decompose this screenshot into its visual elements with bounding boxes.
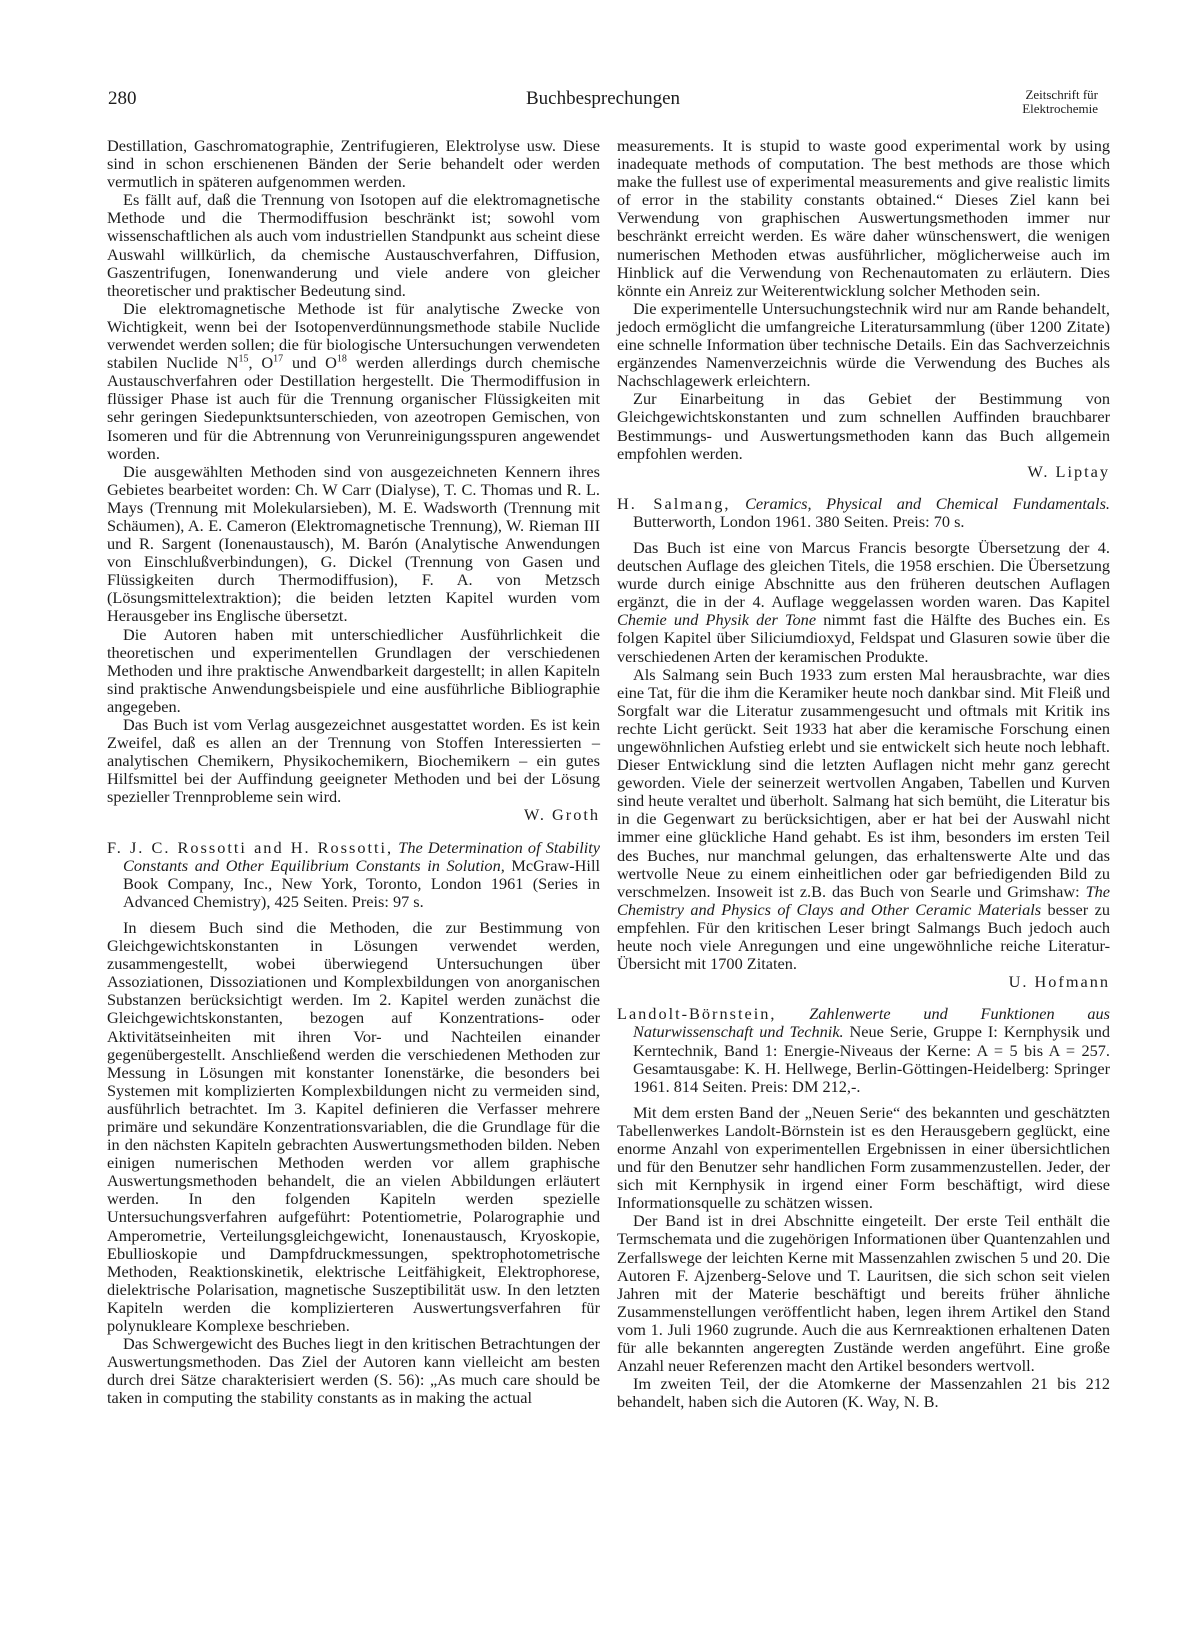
paragraph: Die ausgewählten Methoden sind von ausgezeichneten Kennern ihres Gebietes bearbeitet worden: Ch. W Carr (Dialyse), T. C. Thomas und R. L. Mays (Trennung mit Molekularsieben), M. E. Wadsworth (Trennung mit Schäumen), A. E. Cameron (Elektromagnetische Trennung), W. Rieman III und R. Sargent (Ionenaustausch), M. Barón (Analytische Anwendungen von Einschlußverbindungen), G. Dickel (Trennung von Gasen und Flüssigkeiten durch Thermodiffusion), F. A. von Metzsch (Lösungsmittelextraktion); die beiden letzten Kapitel wurden vom Herausgeber ins Englische übersetzt.	[107, 461, 600, 626]
paragraph: Das Schwergewicht des Buches liegt in den kritischen Betrachtungen der Auswertungsmethoden. Das Ziel der Autoren kann vielleicht am besten durch drei Sätze charakterisiert werden (S. 56): „As much care should be taken in computing the stability constants as in making the actual	[107, 1334, 600, 1408]
paragraph: Die Autoren haben mit unterschiedlicher Ausführlichkeit die theoretischen und experimentellen Grundlagen der verschiedenen Methoden und ihre praktische Anwendbarkeit dargestellt; in allen Kapiteln sind praktische Anwendungsbeispiele und eine ausführliche Bibliographie angegeben.	[107, 624, 600, 716]
superscript: 18	[336, 353, 347, 365]
book-publisher: Neue Serie, Gruppe I: Kernphysik und Kerntechnik, Band 1: Energie-Niveaus der Kerne: A = 5 bis A = 257. Gesamtausgabe: K. H. Hellwege, Berlin-Göttingen-Heidelberg: Springer 1961. 814 Seiten. Preis: DM 212,-.	[633, 1022, 1110, 1096]
book-citation	[617, 1005, 1110, 1095]
review-rossotti	[107, 839, 600, 1408]
text: besser zu empfehlen. Für den kritischen Leser bringt Salmangs Buch jedoch auch heute noch viele Anregungen und eine ungewöhnliche reiche Literatur-Übersicht mit 1700 Zitaten.	[617, 899, 1111, 974]
reviewer-signature: W. Groth	[524, 805, 600, 825]
left-column	[107, 137, 600, 1407]
paragraph: Der Band ist in drei Abschnitte eingeteilt. Der erste Teil enthält die Termschemata und die zugehörigen Informationen über Quantenzahlen und Zerfallswege der leichten Kerne mit Massenzahlen zwischen 5 und 20. Die Autoren F. Ajzenberg-Selove und T. Lauritsen, die sich schon seit vielen Jahren mit der Materie beschäftigt und bereits früher ähnliche Zusammenstellungen veröffentlicht haben, legen ihrem Artikel den Stand vom 1. Juli 1960 zugrunde. Auch die aus Kernreaktionen erhaltenen Daten für alle bekannten angeregten Zustände werden angeführt. Eine große Anzahl neuer Referenzen macht den Artikel besonders wertvoll.	[617, 1211, 1110, 1376]
reviewer-signature: W. Liptay	[1027, 461, 1110, 481]
paragraph	[107, 300, 600, 463]
journal-name-line2: Elektrochemie	[1022, 101, 1098, 116]
journal-name-line1: Zeitschrift für	[1025, 87, 1098, 102]
italic-text: Chemie und Physik der Tone	[617, 610, 817, 630]
paragraph: Mit dem ersten Band der „Neuen Serie“ des bekannten und geschätzten Tabellenwerkes Landolt-Börnstein ist es den Herausgebern geglückt, eine enorme Anzahl von experimentellen Ergebnissen in einer übersichtlichen und für den Benutzer sehr handlichen Form zusammenzustellen. Jeder, der sich mit Kernphysik in irgend einer Form beschäftigt, wird diese Informationsquelle zu schätzen wissen.	[617, 1102, 1110, 1213]
paragraph: In diesem Buch sind die Methoden, die zur Bestimmung von Gleichgewichtskonstanten in Lösungen verwendet werden, zusammengestellt, wobei überwiegend Untersuchungen über Assoziationen, Dissoziationen und Komplexbildungen von anorganischen Substanzen berücksichtigt werden. Im 2. Kapitel werden zunächst die Gleichgewichtskonstanten, bezogen auf Konzentrations- oder Aktivitätseinheiten mit ihren Vor- und Nachteilen einander gegenübergestellt. Anschließend werden die verschiedenen Methoden zur Messung in Lösungen mit konstanter Ionenstärke, die besonders bei Systemen mit komplizierten Komplexbildungen nicht zu vermeiden sind, ausführlich betrachtet. Im 3. Kapitel definieren die Verfasser mehrere primäre und sekundäre Konzentrationsvariablen, die die Grundlage für die in den nächsten Kapiteln gebrachten Auswertungsmethoden bilden. Neben einigen numerischen Methoden werden vor allem graphische Auswertungsmethoden behandelt, die an vielen Abbildungen erläutert werden. In den folgenden Kapiteln werden spezielle Untersuchungsverfahren aufgeführt: Potentiometrie, Polarographie und Amperometrie, Verteilungsgleichgewicht, Ionenaustausch, Kryoskopie, Ebullioskopie und Dampfdruckmessungen, spektrophotometrische Methoden, Reaktionskinetik, elektrische Leitfähigkeit, Elektrophorese, dielektrische Polarisation, magnetische Suszeptibilität usw. In den letzten Kapiteln werden die komplizierteren Auswertungsverfahren für polynukleare Komplexe beschrieben.	[107, 917, 600, 1335]
superscript: 17	[273, 353, 284, 365]
text: werden allerdings durch chemische Austauschverfahren oder Destillation hergestellt. Die Thermodiffusion in flüssiger Phase ist auch für die Trennung organischer Flüssigkeiten mit sehr geringen Siedepunktsunterschieden, von azeotropen Gemischen, von Isomeren und für die Abtrennung von Verunreinigungsspuren angewendet worden.	[107, 353, 600, 463]
paragraph	[617, 539, 1110, 666]
paragraph: Destillation, Gaschromatographie, Zentrifugieren, Elektrolyse usw. Diese sind in schon erschienenen Bänden der Serie behandelt oder werden vermutlich in späteren aufgenommen werden.	[107, 136, 600, 192]
text: , O	[248, 353, 274, 373]
journal-name	[1022, 88, 1098, 116]
book-title: Zahlenwerte und Funktionen aus Naturwissenschaft und Technik.	[633, 1004, 1111, 1042]
page-number: 280	[108, 88, 137, 109]
paragraph	[617, 666, 1110, 974]
text: Die elektromagnetische Methode ist für analytische Zwecke von Wichtigkeit, wenn bei der Isotopenverdünnungsmethode stabile Nuclide verwendet werden sollen; die für biologische Untersuchungen verwendeten stabilen Nuclide N	[107, 298, 600, 373]
paragraph: Die experimentelle Untersuchungstechnik wird nur am Rande behandelt, jedoch ermöglicht die umfangreiche Literatursammlung (über 1200 Zitate) eine schnelle Information über technische Details. Ein das Sachverzeichnis ergänzendes Namenverzeichnis würde die Verwendung des Buches als Nachschlagewerk erleichtern.	[617, 298, 1110, 391]
paragraph: Es fällt auf, daß die Trennung von Isotopen auf die elektromagnetische Methode und die Thermodiffusion beschränkt ist; sowohl vom wissenschaftlichen als auch vom industriellen Standpunkt aus scheint diese Auswahl willkürlich, da chemische Austauschverfahren, Diffusion, Gaszentrifugen, Ionenwanderung und viele andere von gleicher theoretischer und praktischer Bedeutung sind.	[107, 190, 600, 300]
right-column	[617, 137, 1110, 1411]
page-header	[108, 88, 1098, 128]
book-title: The Determination of Stability Constants and Other Equilibrium Constants in Solution,	[123, 837, 600, 875]
superscript: 15	[238, 353, 249, 365]
running-title: Buchbesprechungen	[525, 88, 681, 109]
text: und O	[283, 353, 337, 373]
book-publisher: Butterworth, London 1961. 380 Seiten. Preis: 70 s.	[633, 511, 965, 531]
reviewer-signature: U. Hofmann	[1008, 972, 1110, 992]
text: Als Salmang sein Buch 1933 zum ersten Mal herausbrachte, war dies eine Tat, für die ihm die Keramiker heute noch dankbar sind. Mit Fleiß und Sorgfalt war die Literatur zusammengesucht und oftmals mit Kritik ins rechte Licht gerückt. Seit 1933 hat aber die keramische Forschung einen ungewöhnlichen Aufstieg erlebt und sie entwickelt sich heute noch lebhaft. Dieser Entwicklung sind die letzten Auflagen nicht mehr ganz gerecht geworden. Viele der seinerzeit wertvollen Angaben, Tabellen und Kurven sind heute veraltet und überholt. Salmang hat sich bemüht, die Literatur bis in die Gegenwart zu berücksichtigen, aber er hat bei der Auswahl nicht immer eine glückliche Hand gehabt. Es ist ihm, besonders im ersten Teil des Buches, nur manchmal gelungen, das erhaltenswerte Alte und das wertvolle Neue zu einem einheitlichen oder gar befriedigenden Bild zu verschmelzen. Insoweit ist z.B. das Buch von Searle und Grimshaw:	[617, 664, 1110, 901]
paragraph: Im zweiten Teil, der die Atomkerne der Massenzahlen 21 bis 212 behandelt, haben sich die Autoren (K. Way, N. B.	[617, 1374, 1110, 1412]
text: Das Buch ist eine von Marcus Francis besorgte Übersetzung der 4. deutschen Auflage des gleichen Titels, die 1958 erschien. Die Übersetzung wurde durch einige Abschnitte aus den früheren deutschen Auflagen ergänzt, die in der 4. Auflage weggelassen worden waren. Das Kapitel	[617, 537, 1110, 612]
book-author: Landolt-Börnstein,	[617, 1004, 777, 1024]
book-citation	[107, 839, 600, 911]
review-landolt-boernstein	[617, 1005, 1110, 1411]
book-title: Ceramics, Physical and Chemical Fundamentals.	[745, 493, 1110, 513]
italic-text: The Chemistry and Physics of Clays and Other Ceramic Materials	[617, 881, 1110, 919]
paragraph: Zur Einarbeitung in das Gebiet der Bestimmung von Gleichgewichtskonstanten und zum schnellen Auffinden brauchbarer Bestimmungs- und Auswertungsmethoden kann das Buch allgemein empfohlen werden.	[617, 389, 1110, 463]
book-citation	[617, 495, 1110, 531]
paragraph: measurements. It is stupid to waste good experimental work by using inadequate methods of computation. The best methods are those which make the fullest use of experimental measurements and give realistic limits of error in the stability constants obtained.“ Dieses Ziel kann bei Verwendung von graphischen Auswertungsmethoden immer nur beschränkt erreicht werden. Es wäre daher wünschenswert, die wenigen numerischen Methoden etwas ausführlicher, möglicherweise auch im Hinblick auf die Verwendung von Rechenautomaten zu erläutern. Dies könnte ein Anreiz zur Weiterentwicklung solcher Methoden sein.	[617, 136, 1110, 300]
book-author: H. Salmang,	[617, 493, 731, 513]
book-publisher: McGraw-Hill Book Company, Inc., New York, Toronto, London 1961 (Series in Advanced Chemistry), 425 Seiten. Preis: 97 s.	[123, 855, 600, 911]
review-salmang	[617, 495, 1110, 992]
text: nimmt fast die Hälfte des Buches ein. Es folgen Kapitel über Siliciumdioxyd, Feldspat und Glasuren sowie über die verschiedenen Arten der keramischen Produkte.	[617, 610, 1110, 666]
book-authors: F. J. C. Rossotti and H. Rossotti,	[107, 837, 394, 857]
paragraph: Das Buch ist vom Verlag ausgezeichnet ausgestattet worden. Es ist kein Zweifel, daß es allen an der Trennung von Stoffen Interessierten – analytischen Chemikern, Physikochemikern, Biochemikern – ein gutes Hilfsmittel bei der Auffindung geeigneter Methoden und bei der Lösung spezieller Trennprobleme sein wird.	[107, 715, 600, 807]
